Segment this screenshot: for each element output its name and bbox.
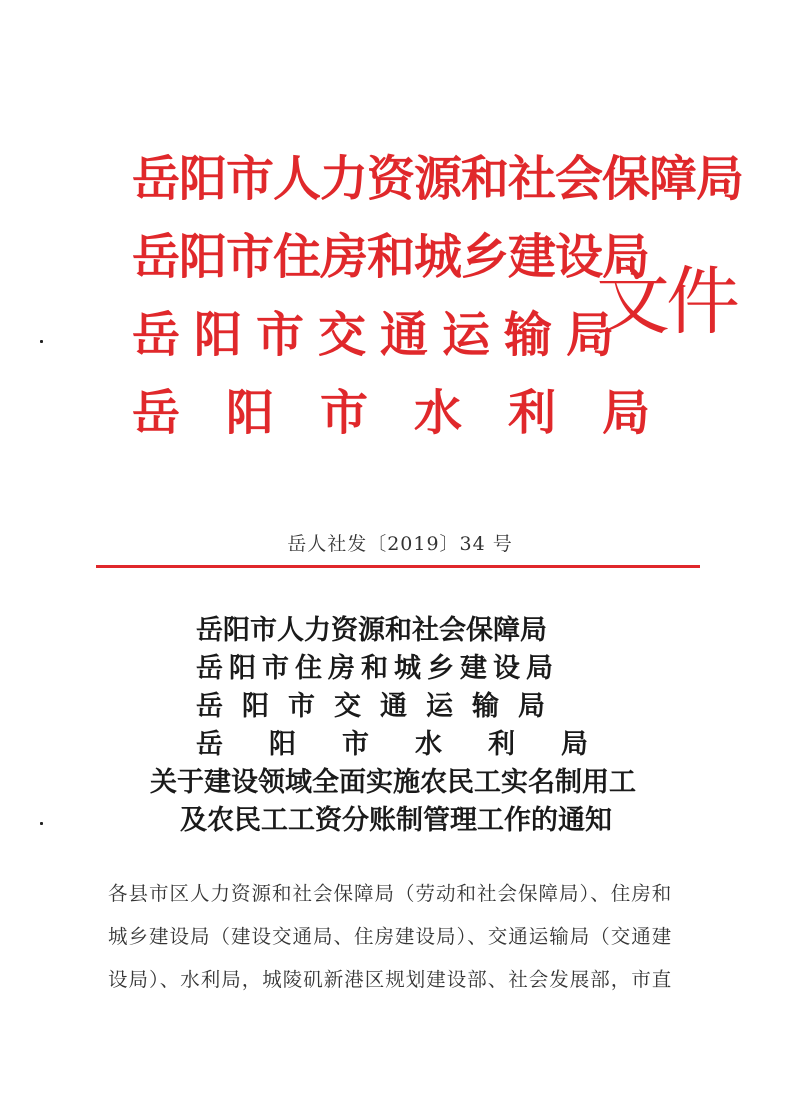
body-line: 各县市区人力资源和社会保障局（劳动和社会保障局）、住房和 xyxy=(108,882,673,905)
title-org-water: 岳阳市水利局 xyxy=(196,729,634,760)
document-title xyxy=(150,612,670,840)
document-body xyxy=(108,872,708,1001)
red-separator-line xyxy=(96,565,700,568)
title-org-hrss: 岳阳市人力资源和社会保障局 xyxy=(196,615,547,646)
letterhead-document-mark: 文件 xyxy=(596,259,736,345)
body-line: 城乡建设局（建设交通局、住房建设局）、交通运输局（交通建 xyxy=(108,925,673,948)
letterhead-issuer-transport: 岳阳市交通运输局 xyxy=(132,307,629,363)
letterhead-issuer-water: 岳阳市水利局 xyxy=(132,385,697,441)
title-subject-line-1: 关于建设领域全面实施农民工实名制用工 xyxy=(150,767,636,798)
title-org-transport: 岳阳市交通运输局 xyxy=(196,691,564,722)
letterhead-issuer-hrss: 岳阳市人力资源和社会保障局 xyxy=(132,151,744,207)
scan-margin-mark xyxy=(40,340,43,343)
title-subject-line-2: 及农民工工资分账制管理工作的通知 xyxy=(180,805,612,836)
body-line: 设局）、水利局，城陵矶新港区规划建设部、社会发展部，市直 xyxy=(108,968,673,991)
letterhead-issuer-housing: 岳阳市住房和城乡建设局 xyxy=(132,229,650,285)
document-number: 岳人社发〔2019〕34 号 xyxy=(287,533,513,555)
title-org-housing: 岳阳市住房和城乡建设局 xyxy=(196,653,559,684)
scan-margin-mark xyxy=(40,822,43,825)
